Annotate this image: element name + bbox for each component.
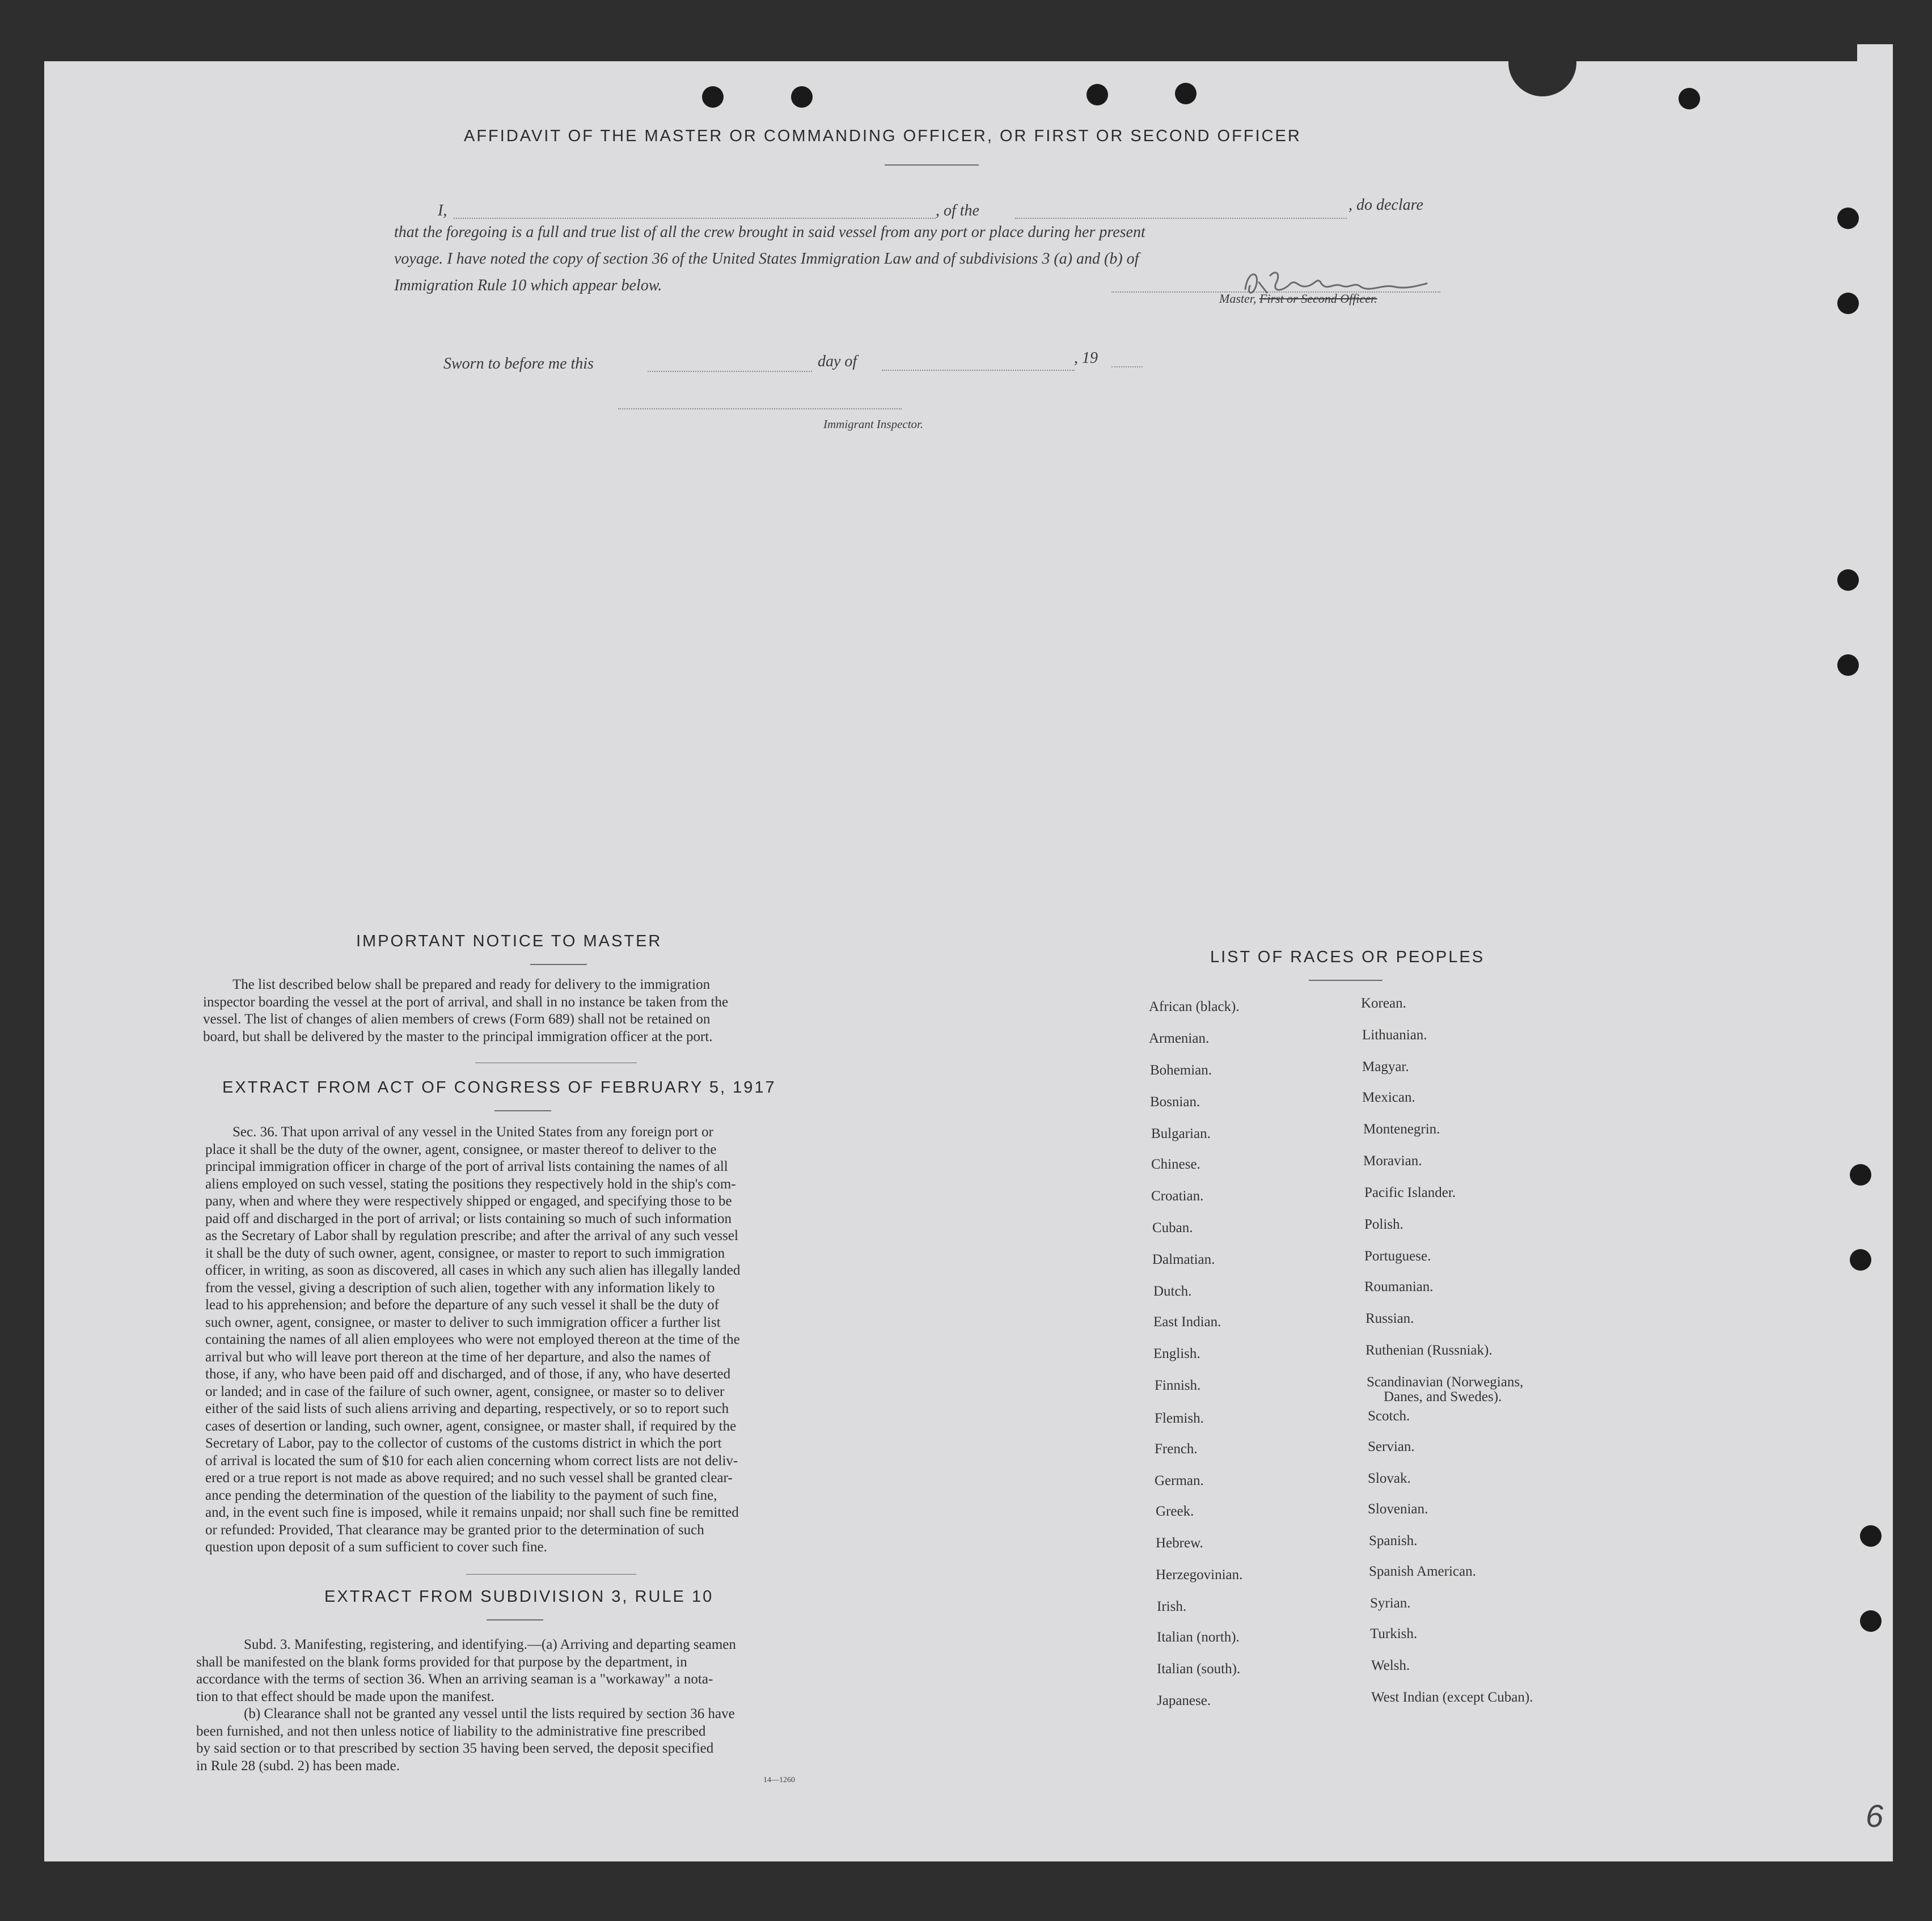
race-item: Dalmatian. [1152, 1252, 1215, 1267]
day-of-label: day of [818, 353, 857, 370]
race-item: Polish. [1364, 1217, 1403, 1232]
act-line: either of the said lists of such aliens arriving and departing, respectively, or so to report such [205, 1401, 729, 1416]
race-item: Portuguese. [1364, 1249, 1431, 1264]
punch-hole [1860, 1525, 1882, 1547]
race-item: Bosnian. [1150, 1094, 1200, 1110]
race-item: Hebrew. [1156, 1535, 1203, 1551]
notice-line: The list described below shall be prepared and ready for delivery to the immigration [232, 977, 711, 992]
affidavit-do-declare-label: , do declare [1348, 196, 1423, 214]
race-item: Japanese. [1157, 1693, 1211, 1708]
act-underline [494, 1110, 551, 1111]
act-line: question upon deposit of a sum sufficient to cover such fine. [205, 1539, 547, 1555]
punch-hole [1837, 293, 1859, 314]
handwritten-page-mark: 6 [1866, 1798, 1884, 1834]
rule-extract-title: EXTRACT FROM SUBDIVISION 3, RULE 10 [324, 1588, 714, 1606]
affidavit-line-1: that the foregoing is a full and true list of all the crew brought in said vessel from any port or place during her present [394, 223, 1145, 241]
race-item: Pacific Islander. [1364, 1185, 1456, 1200]
race-item: Syrian. [1370, 1596, 1411, 1611]
race-item: Cuban. [1152, 1220, 1193, 1235]
act-line: those, if any, who have been paid off and discharged, and of those, if any, who have deserted [205, 1366, 731, 1382]
race-item: Montenegrin. [1363, 1122, 1440, 1137]
act-line: pany, when and where they were respectively shipped or engaged, and specifying those to be [205, 1194, 732, 1209]
rule-line: tion to that effect should be made upon the manifest. [196, 1689, 494, 1704]
document-page [44, 61, 1893, 1861]
affidavit-title: AFFIDAVIT OF THE MASTER OR COMMANDING OFFICER, OR FIRST OR SECOND OFFICER [464, 127, 1301, 145]
form-number: 14—1260 [763, 1776, 795, 1784]
race-item: Armenian. [1149, 1031, 1210, 1046]
punch-hole [1837, 208, 1859, 229]
act-line: ance pending the determination of the question of the liability to the payment of such fine, [205, 1487, 717, 1503]
affidavit-line-3: Immigration Rule 10 which appear below. [394, 277, 662, 294]
punch-hole [1837, 654, 1859, 676]
race-item: Scandinavian (Norwegians, [1367, 1374, 1524, 1390]
rule-line: been furnished, and not then unless notice of liability to the administrative fine prescribed [196, 1723, 706, 1739]
race-item: Greek. [1156, 1504, 1194, 1519]
punch-hole [1850, 1249, 1871, 1271]
act-line: from the vessel, giving a description of such alien, together with any information likely to [205, 1280, 715, 1296]
rule-line: in Rule 28 (subd. 2) has been made. [196, 1758, 400, 1774]
act-line: arrival but who will leave port thereon at the time of her departure, and also the names of [205, 1349, 711, 1365]
race-item: English. [1153, 1346, 1200, 1361]
race-item: East Indian. [1153, 1314, 1221, 1330]
rule-line: accordance with the terms of section 36. When an arriving seaman is a "workaway" a nota- [196, 1672, 713, 1687]
race-item: Croatian. [1151, 1188, 1204, 1204]
punch-hole [1087, 84, 1108, 105]
race-item: West Indian (except Cuban). [1371, 1690, 1533, 1705]
act-line: it shall be the duty of such owner, agent, consignee, or master to report to such immigration [205, 1245, 725, 1261]
race-item: Italian (south). [1157, 1661, 1241, 1677]
act-extract-body [205, 1124, 852, 1556]
notice-body [203, 976, 849, 1046]
race-item: Bohemian. [1150, 1063, 1212, 1078]
section-divider [466, 1574, 636, 1575]
notice-title: IMPORTANT NOTICE TO MASTER [356, 932, 662, 950]
race-item: Roumanian. [1364, 1279, 1434, 1294]
sworn-year-blank[interactable] [1111, 366, 1143, 367]
race-item: Dutch. [1153, 1284, 1192, 1299]
race-item: Mexican. [1362, 1090, 1415, 1105]
act-line: Sec. 36. That upon arrival of any vessel in the United States from any foreign port or [232, 1124, 713, 1140]
act-line: paid off and discharged in the port of arrival; or lists containing so much of such information [205, 1211, 732, 1226]
act-line: or refunded: Provided, That clearance may be granted prior to the determination of such [205, 1522, 704, 1538]
race-item: Bulgarian. [1151, 1126, 1211, 1141]
rule-underline [487, 1619, 543, 1620]
vessel-blank[interactable] [1015, 218, 1347, 219]
race-item: Spanish. [1369, 1533, 1418, 1548]
inspector-caption: Immigrant Inspector. [823, 417, 924, 431]
race-item: Russian. [1365, 1311, 1414, 1326]
inspector-signature-blank[interactable] [618, 408, 902, 409]
act-line: principal immigration officer in charge of the port of arrival lists containing the names of all [205, 1159, 728, 1174]
act-line: aliens employed on such vessel, stating the positions they respectively hold in the ship's com- [205, 1176, 736, 1192]
race-item: German. [1155, 1473, 1204, 1488]
punch-hole [1175, 83, 1197, 104]
race-item: African (black). [1149, 999, 1240, 1014]
rule-line: Subd. 3. Manifesting, registering, and identifying.—(a) Arriving and departing seamen [244, 1637, 736, 1652]
notice-underline [530, 964, 587, 965]
affidavit-of-the-label: , of the [936, 202, 979, 219]
year-label: , 19 [1074, 349, 1098, 367]
affidavit-line-2: voyage. I have noted the copy of section 36 of the United States Immigration Law and of subdivisions 3 (a) and (b) of [394, 250, 1139, 268]
punch-hole [1679, 88, 1700, 109]
race-item: Finnish. [1155, 1378, 1201, 1393]
affidavit-i-label: I, [438, 202, 447, 219]
rule-line: (b) Clearance shall not be granted any vessel until the lists required by section 36 have [244, 1706, 735, 1721]
race-item: Spanish American. [1369, 1564, 1476, 1579]
act-line: containing the names of all alien employees who were not employed thereon at the time of the [205, 1332, 740, 1347]
act-line: and, in the event such fine is imposed, while it remains unpaid; nor shall such fine be remitted [205, 1505, 739, 1520]
punch-hole [1860, 1610, 1882, 1632]
race-item: Ruthenian (Russniak). [1365, 1343, 1493, 1358]
act-line: as the Secretary of Labor shall by regulation prescribe; and after the arrival of any such vessel [205, 1228, 738, 1243]
punch-hole [1837, 569, 1859, 591]
punch-hole [1850, 1164, 1871, 1186]
race-item: Slovak. [1368, 1471, 1411, 1486]
rule-line: by said section or to that prescribed by section 35 having been served, the deposit specified [196, 1741, 714, 1756]
act-line: place it shall be the duty of the owner, agent, consignee, or master thereof to deliver to the [205, 1141, 717, 1157]
race-item: Moravian. [1363, 1153, 1422, 1169]
race-item: Herzegovinian. [1156, 1567, 1243, 1583]
signature-caption-struck: First or Second Officer. [1259, 291, 1377, 306]
title-underline [885, 164, 979, 166]
rule-line: shall be manifested on the blank forms provided for that purpose by the department, in [196, 1654, 687, 1670]
rule-extract-body [196, 1636, 860, 1775]
act-extract-title: EXTRACT FROM ACT OF CONGRESS OF FEBRUARY 5, 1917 [222, 1078, 776, 1097]
act-line: of arrival is located the sum of $10 for each alien concerning whom correct lists are not deliv- [205, 1453, 738, 1469]
act-line: or landed; and in case of the failure of such owner, agent, consignee, or master so to deliver [205, 1383, 725, 1399]
race-item: Magyar. [1362, 1059, 1409, 1074]
act-line: officer, in writing, as soon as discovered, all cases in which any such alien has illegally landed [205, 1263, 741, 1278]
signature-caption-master: Master, [1219, 291, 1259, 306]
notice-line: vessel. The list of changes of alien members of crews (Form 689) shall not be retained on [203, 1012, 711, 1027]
races-title: LIST OF RACES OR PEOPLES [1210, 948, 1485, 966]
race-item: Chinese. [1151, 1157, 1200, 1172]
race-item: Irish. [1157, 1599, 1187, 1614]
act-line: such owner, agent, consignee, or master to deliver to such immigration officer a further list [205, 1314, 721, 1330]
race-item-continuation: Danes, and Swedes). [1384, 1389, 1502, 1404]
race-item: Slovenian. [1368, 1501, 1428, 1517]
notice-line: inspector boarding the vessel at the port of arrival, and shall in no instance be taken from the [203, 994, 729, 1010]
notice-line: board, but shall be delivered by the master to the principal immigration officer at the port. [203, 1029, 713, 1044]
act-line: ered or a true report is not made as above required; and no such vessel shall be granted clear- [205, 1470, 733, 1486]
signature-caption [1219, 291, 1377, 306]
sworn-day-blank[interactable] [648, 371, 812, 372]
page-edge [1857, 44, 1893, 90]
races-underline [1309, 980, 1383, 981]
race-item: French. [1155, 1441, 1198, 1457]
punch-hole [791, 86, 813, 108]
race-item: Servian. [1368, 1439, 1415, 1454]
race-item: Turkish. [1370, 1626, 1418, 1641]
race-item: Welsh. [1371, 1658, 1410, 1673]
punch-hole [702, 86, 724, 108]
race-item: Flemish. [1155, 1411, 1204, 1426]
sworn-month-blank[interactable] [882, 370, 1075, 371]
act-line: Secretary of Labor, pay to the collector of customs of the customs district in which the port [205, 1436, 722, 1451]
act-line: cases of desertion or landing, such owner, agent, consignee, or master shall, if required by the [205, 1418, 737, 1434]
race-item: Scotch. [1368, 1408, 1410, 1424]
name-blank[interactable] [454, 218, 936, 219]
sworn-label: Sworn to before me this [443, 355, 594, 373]
act-line: lead to his apprehension; and before the departure of any such vessel it shall be the duty of [205, 1297, 719, 1313]
race-item: Korean. [1361, 996, 1406, 1011]
race-item: Lithuanian. [1362, 1027, 1427, 1043]
race-item: Italian (north). [1157, 1630, 1240, 1645]
